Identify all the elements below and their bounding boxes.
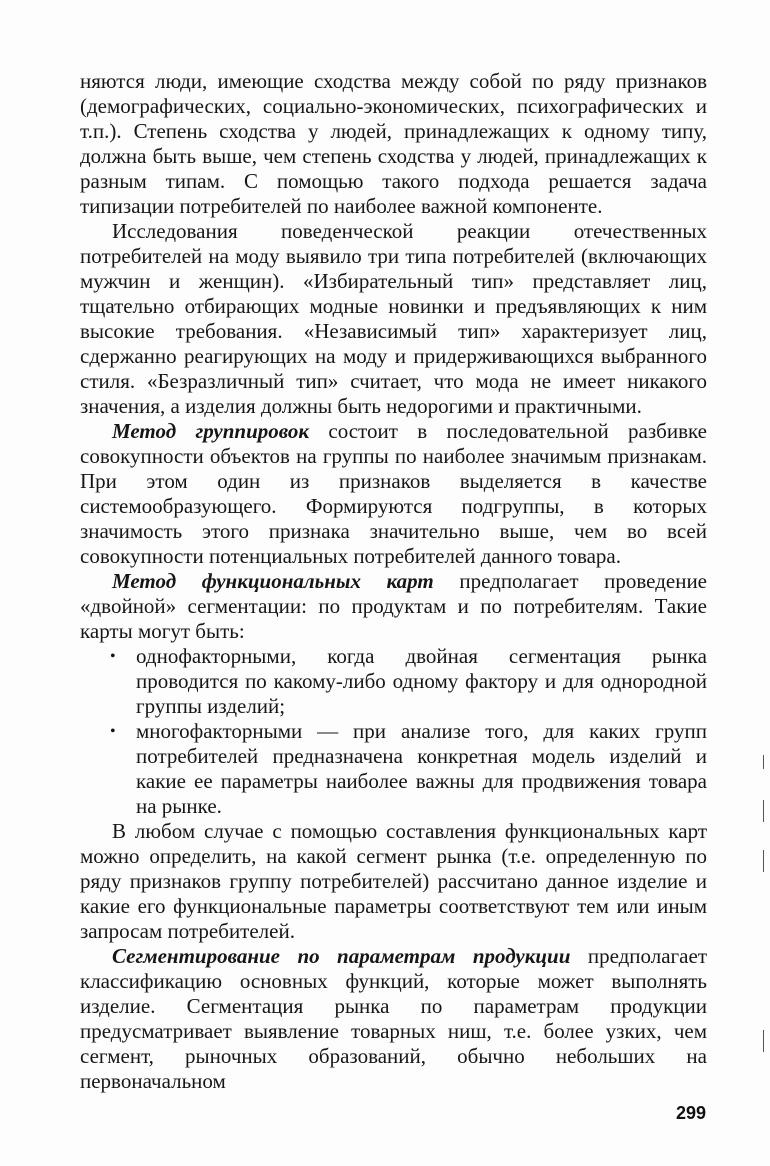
scan-edge-mark <box>763 800 764 822</box>
bullet-list <box>80 644 707 819</box>
scan-edge-mark <box>763 755 764 769</box>
term-functional-maps: Метод функциональных карт <box>112 569 434 593</box>
term-product-segmentation: Сегментирование по параметрам продукции <box>112 944 571 968</box>
body-text <box>80 69 707 1094</box>
paragraph-fashion-types: Исследования поведенческой реакции отечественных потребителей на моду выявило три типа потребителей (включающих мужчин и женщин). «Избирательный тип» представляет лиц, тщательно отбирающих модные новинки и предъявляющих к ним высокие требования. «Независимый тип» характеризует лиц, сдержанно реагирующих на моду и придерживающихся выбранного стиля. «Безразличный тип» считает, что мода не имеет никакого значения, а изделия должны быть недорогими и практичными. <box>80 219 707 418</box>
scan-edge-mark <box>763 850 764 872</box>
list-item-text: однофакторными, когда двойная сегментация рынка проводится по какому-либо одному фактору и для однородной группы изделий; <box>136 644 707 718</box>
paragraph-grouping-method <box>80 419 707 569</box>
bullet-icon: • <box>110 648 116 665</box>
paragraph-consumer-similarity: няются люди, имеющие сходства между собой по ряду признаков (демографических, социально-экономических, психографических и т.п.). Степень сходства у людей, принадлежащих к одному типу, должна быть выше, чем степень сходства у людей, принадлежащих к разным типам. С помощью такого подхода решается задача типизации потребителей по наиболее важной компоненте. <box>80 69 707 218</box>
term-grouping-method: Метод группировок <box>112 419 310 443</box>
paragraph-functional-maps <box>80 569 707 644</box>
paragraph-functional-maps-text: предполагает проведение «двойной» сегментации: по продуктам и по потребителям. Такие карты могут быть: <box>80 569 707 643</box>
list-item <box>110 719 707 819</box>
paragraph-product-segmentation-text: предполагает классификацию основных функций, которые может выполнять изделие. Сегментация рынка по параметрам продукции предусматривает выявление товарных ниш, т.е. более узких, чем сегмент, рыночных образований, обычно небольших на первоначальном <box>80 944 707 1093</box>
scan-edge-mark <box>763 1030 764 1052</box>
paragraph-grouping-method-text: состоит в последовательной разбивке совокупности объектов на группы по наиболее значимым признакам. При этом один из признаков выделяется в качестве системообразующего. Формируются подгруппы, в которых значимость этого признака значительно выше, чем во всей совокупности потенциальных потребителей данного товара. <box>80 419 707 568</box>
list-item-text: многофакторными — при анализе того, для каких групп потребителей предназначена конкретная модель изделий и какие ее параметры наиболее важны для продвижения товара на рынке. <box>136 719 707 818</box>
page-number: 299 <box>675 1103 706 1123</box>
list-item <box>110 644 707 719</box>
bullet-icon: • <box>110 723 116 740</box>
paragraph-product-segmentation <box>80 944 707 1094</box>
paragraph-functional-maps-usage: В любом случае с помощью составления функциональных карт можно определить, на какой сегмент рынка (т.е. определенную по ряду признаков группу потребителей) рассчитано данное изделие и какие его функциональные параметры соответствуют тем или иным запросам потребителей. <box>80 819 707 943</box>
